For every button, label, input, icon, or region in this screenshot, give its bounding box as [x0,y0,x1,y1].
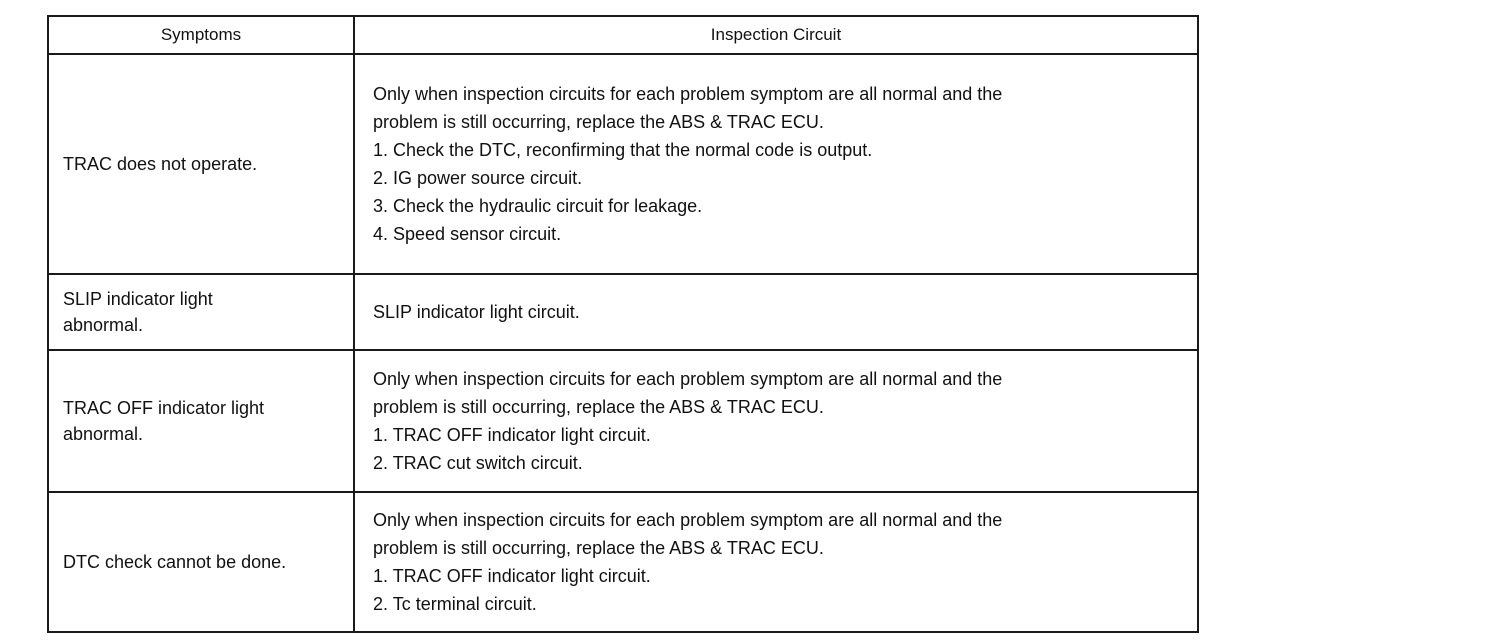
circuit-text: Only when inspection circuits for each problem symptom are all normal and the [373,510,1003,530]
symptom-text: abnormal. [63,424,144,444]
circuit-text: 4. Speed sensor circuit. [373,224,562,244]
table-header-row [48,16,1198,54]
circuit-text: problem is still occurring, replace the ABS & TRAC ECU. [373,538,824,558]
symptom-text: DTC check cannot be done. [63,552,287,572]
circuit-text: SLIP indicator light circuit. [373,302,580,322]
symptom-text: abnormal. [63,315,144,335]
table-row [48,54,1198,274]
symptom-cell [48,274,354,350]
table-row [48,350,1198,492]
circuit-text: 1. Check the DTC, reconfirming that the normal code is output. [373,140,873,160]
circuit-text: 3. Check the hydraulic circuit for leakage. [373,196,703,216]
circuit-text: Only when inspection circuits for each problem symptom are all normal and the [373,369,1003,389]
inspection-circuit-cell [354,350,1198,492]
circuit-text: 1. TRAC OFF indicator light circuit. [373,566,651,586]
symptom-cell [48,492,354,632]
symptom-cell [48,54,354,274]
header-inspection-circuit: Inspection Circuit [354,16,1198,54]
circuit-text: problem is still occurring, replace the ABS & TRAC ECU. [373,397,824,417]
symptom-text: SLIP indicator light [63,289,213,309]
inspection-table [47,15,1199,633]
table-row [48,274,1198,350]
table-row [48,492,1198,632]
circuit-text: 2. TRAC cut switch circuit. [373,453,583,473]
symptom-text: TRAC OFF indicator light [63,398,265,418]
header-symptoms: Symptoms [48,16,354,54]
circuit-text: 2. Tc terminal circuit. [373,594,537,614]
circuit-text: problem is still occurring, replace the ABS & TRAC ECU. [373,112,824,132]
circuit-text: Only when inspection circuits for each problem symptom are all normal and the [373,84,1003,104]
circuit-text: 1. TRAC OFF indicator light circuit. [373,425,651,445]
symptom-text: TRAC does not operate. [63,154,258,174]
symptom-cell [48,350,354,492]
inspection-circuit-cell [354,274,1198,350]
inspection-circuit-cell [354,54,1198,274]
circuit-text: 2. IG power source circuit. [373,168,583,188]
inspection-circuit-cell [354,492,1198,632]
